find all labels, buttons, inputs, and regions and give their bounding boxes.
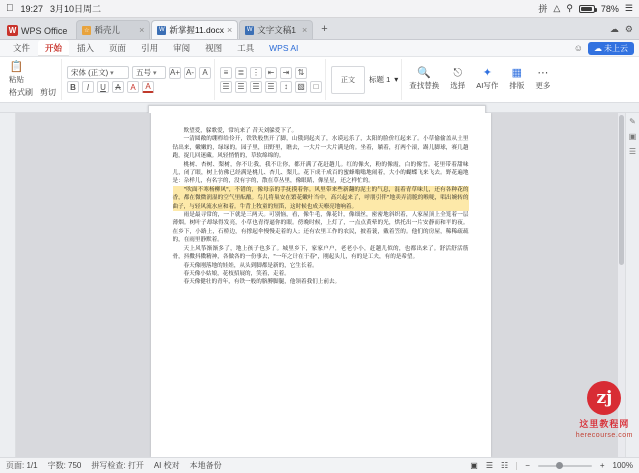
tab-review[interactable]: 审阅: [173, 43, 191, 53]
close-icon[interactable]: ×: [227, 25, 233, 35]
cloud-status-icon[interactable]: ☁: [609, 24, 619, 34]
ai-icon: ✦: [482, 67, 492, 79]
highlight-color-button[interactable]: A: [127, 81, 139, 93]
wps-app-name: WPS Office: [21, 25, 68, 36]
paragraph-highlighted[interactable]: "吹面不寒杨柳风"，不错的，像母亲的手抚摸着你。风里带来些新翻的泥土的气息，混着青草味儿，还有各种花的香，都在微微润湿的空气里酝酿。鸟儿将巢安在繁花嫩叶当中，高兴起来了，呼朋引伴"地卖弄清脆的喉咙，唱出婉转的曲子，与轻风流水应和着。牛背上牧童的短笛，这时候也成天嘹亮地响着。: [172, 186, 469, 210]
tab-docer[interactable]: [76, 20, 150, 39]
more-tools-label: 更多: [535, 81, 551, 90]
tab-wps-ai[interactable]: WPS AI: [269, 43, 299, 53]
status-words[interactable]: 字数: 750: [47, 461, 82, 470]
paragraph[interactable]: 春天像刚落地的娃娃，从头到脚都是新的，它生长着。: [183, 262, 318, 269]
font-name-input[interactable]: [67, 66, 129, 79]
paragraph[interactable]: 一清圆敞的绷栉给伶开，铁铁般焦开了脚，山俄到起夹了，水谟远乐了，太阳的脸价红起来了。小草偷偷盖从土里钻出来，嫩嫩的，绿绿的。园子里，田野里，瞧去，一大片一大片满是的。坐着，躺着，打两个滚，踢儿脚球，赛几趟跑，捉几回迷藏。风轻悄悄的，草软绵绵的。: [172, 136, 469, 160]
cloud-upload-button[interactable]: [588, 42, 634, 55]
decrease-indent-button[interactable]: ⇤: [265, 67, 277, 79]
multilevel-list-button[interactable]: ⋮: [252, 68, 260, 77]
view-page-icon[interactable]: ▣: [470, 461, 478, 470]
sort-button[interactable]: ⇅: [295, 67, 307, 79]
word-icon: W: [159, 27, 165, 33]
italic-button[interactable]: I: [82, 81, 94, 93]
cloud-icon: ☁: [594, 43, 602, 53]
group-styles: [328, 59, 402, 100]
font-size-input[interactable]: [132, 66, 166, 79]
paste-button[interactable]: [7, 62, 26, 85]
numbering-button[interactable]: ≣: [235, 67, 247, 79]
home-icon: ☆: [84, 27, 90, 34]
justify-button[interactable]: ☰: [265, 81, 277, 93]
layout-icon: ▦: [511, 67, 523, 79]
tab-insert[interactable]: 插入: [77, 43, 95, 53]
editor-area: [0, 113, 639, 457]
new-tab-button[interactable]: +: [321, 23, 328, 35]
style-heading1-label[interactable]: 标题 1: [369, 75, 391, 84]
tab-label: 文字文稿1: [257, 25, 296, 35]
tab-view[interactable]: 视图: [205, 43, 223, 53]
document-page[interactable]: [151, 113, 491, 457]
close-icon[interactable]: ×: [302, 25, 308, 35]
tab-document-2[interactable]: [239, 20, 313, 39]
watermark-title: 这里教程网: [579, 419, 630, 429]
paragraph[interactable]: 春天像小姑娘，花枝招展的，笑着，走着。: [183, 270, 290, 277]
group-editing: [404, 59, 555, 100]
wifi-icon[interactable]: △: [553, 3, 561, 13]
battery-icon: [579, 5, 595, 13]
control-center-icon[interactable]: ☰: [624, 3, 633, 13]
ai-write-button[interactable]: [474, 68, 500, 91]
font-name-value: 宋体 (正文): [71, 68, 109, 77]
shrink-font-button[interactable]: A-: [186, 68, 194, 77]
macos-menubar: [0, 0, 639, 18]
borders-button[interactable]: □: [310, 81, 322, 93]
ai-layout-button[interactable]: [507, 68, 526, 91]
document-body[interactable]: [173, 127, 469, 287]
zoom-slider[interactable]: [538, 465, 592, 467]
status-page[interactable]: 页面: 1/1: [6, 461, 38, 470]
underline-button[interactable]: U: [97, 81, 109, 93]
group-clipboard: [4, 59, 62, 100]
wps-logo[interactable]: [4, 25, 75, 39]
group-paragraph: [217, 59, 326, 100]
view-read-icon[interactable]: ☷: [501, 461, 509, 470]
battery-percent: 78%: [600, 3, 619, 14]
wps-mark-icon: W: [8, 26, 17, 35]
style-normal[interactable]: 正文: [331, 66, 365, 94]
zoom-in-button[interactable]: +: [599, 461, 605, 470]
select-button[interactable]: [448, 68, 467, 91]
document-canvas[interactable]: [16, 113, 625, 457]
tab-reference[interactable]: 引用: [141, 43, 159, 53]
status-bar: [0, 457, 639, 473]
status-spellcheck[interactable]: 拼写检查: 打开: [91, 461, 144, 470]
align-right-button[interactable]: ☰: [250, 81, 262, 93]
menubar-time: 19:27: [13, 3, 36, 14]
ribbon-start-panel: [0, 57, 639, 103]
watermark-logo: [576, 381, 633, 439]
chevron-down-icon[interactable]: ▾: [110, 69, 114, 77]
find-replace-label: 查找替换: [409, 81, 440, 90]
tab-label: 稻壳儿: [94, 25, 120, 35]
paragraph[interactable]: 雨是最寻常的，一下就是三两天。可别恼，看，像牛毛，像花针，像细丝，密密地斜织着，人家屋顶上全笼着一层薄烟。树叶子却绿得发亮，小草也青得逼你的眼。傍晚时候，上灯了，一点点黄晕的光，烘托出一片安静而和平的夜。在乡下，小路上，石桥边，有撑起伞慢慢走着的人；还有农里工作的农民，披着蓑，戴着笠的。他们的房屋，稀稀疏疏的，在雨里静默着。: [172, 212, 469, 244]
tab-document-active[interactable]: [151, 20, 238, 39]
chevron-down-icon[interactable]: ▾: [153, 69, 157, 77]
tab-file[interactable]: 文件: [13, 43, 31, 53]
word-icon: W: [246, 27, 253, 33]
tab-page[interactable]: 页面: [109, 43, 127, 53]
zoom-out-button[interactable]: −: [525, 461, 530, 470]
watermark-mark-icon: zj: [587, 381, 621, 415]
shading-button[interactable]: ▧: [295, 81, 307, 93]
horizontal-ruler[interactable]: [0, 103, 639, 113]
ai-layout-label: 排版: [509, 81, 525, 90]
paste-label: 粘贴: [9, 74, 24, 84]
tabstrip-settings-icon[interactable]: ⚙: [624, 24, 633, 34]
status-ai-check[interactable]: AI 校对: [153, 461, 180, 470]
paragraph[interactable]: 春天像健壮的青年，有铁一般的胳膊脚腿，他领着我们上前去。: [183, 279, 341, 286]
paragraph[interactable]: 桃树、杏树、梨树，你不让我，我不让你，都开满了花赶趟儿。红的像火，粉的像霞，白的像雪。花里带着甜味儿，闭了眼，树上仿佛已经满是桃儿、杏儿、梨儿。花下成千成百的蜜蜂嗡嗡地闹着，大小的蝴蝶飞来飞去。野花遍地是：杂样儿，有名字的，没有字的，散在草丛里，像眼睛，像星星，还之样忙的。: [172, 161, 469, 185]
bullets-button[interactable]: ≡: [220, 67, 232, 79]
clear-format-button[interactable]: A: [199, 67, 211, 79]
align-center-button[interactable]: ☰: [235, 81, 247, 93]
line-spacing-button[interactable]: ↕: [280, 81, 292, 93]
align-left-button[interactable]: ☰: [220, 81, 232, 93]
tab-label: 新掌握11.docx: [169, 25, 224, 35]
paragraph[interactable]: 天上风筝渐渐多了，地上孩子也多了。城里乡下，家家户户，老老小小，赶趟儿似的，也都出来了。舒活舒活筋骨，抖擞抖擞精神，各做各的一份事去，"一年之计在于春"，刚起头儿，有的是工夫，有的是希望。: [172, 245, 469, 261]
ai-write-label: AI写作: [476, 81, 499, 90]
comment-icon[interactable]: ✎: [629, 117, 636, 126]
bold-button[interactable]: B: [67, 81, 79, 93]
collaborate-icon[interactable]: ☺: [573, 43, 583, 53]
zoom-level[interactable]: 100%: [612, 461, 633, 470]
menubar-date: 3月10日周二: [42, 4, 94, 14]
cut-button[interactable]: 剪切: [40, 87, 56, 97]
search-icon[interactable]: ⚲: [566, 3, 573, 13]
group-font: [64, 59, 215, 100]
left-sidebar[interactable]: [0, 113, 16, 457]
outline-icon[interactable]: ☰: [628, 147, 637, 156]
watermark-sub: herecourse.com: [575, 432, 633, 439]
chevron-down-icon[interactable]: ▾: [394, 75, 399, 84]
format-painter-button[interactable]: 格式刷: [9, 87, 33, 97]
font-color-button[interactable]: A: [142, 81, 154, 93]
view-outline-icon[interactable]: ☰: [485, 461, 494, 470]
paragraph[interactable]: 欺望爱，躲歌爱，常坑来了 昔天刘躲爱下了。: [183, 128, 298, 134]
tab-start[interactable]: 开始: [38, 40, 69, 56]
search-icon: 🔍: [417, 67, 432, 79]
cursor-icon: ⎋: [453, 67, 463, 79]
cloud-label: 未上云: [604, 43, 628, 53]
grow-font-button[interactable]: A+: [170, 68, 181, 77]
more-tools-button[interactable]: [533, 68, 552, 91]
select-label: 选择: [450, 81, 466, 90]
increase-indent-button[interactable]: ⇥: [280, 67, 292, 79]
font-size-value: 五号: [136, 68, 151, 77]
zoom-fit-icon[interactable]: ▣: [628, 132, 637, 141]
status-backup[interactable]: 本地备份: [189, 461, 222, 470]
close-icon[interactable]: ×: [139, 25, 145, 35]
find-replace-button[interactable]: [407, 68, 441, 91]
apple-icon[interactable]: [6, 4, 14, 14]
paste-icon: 📋: [9, 60, 24, 73]
tab-tools[interactable]: 工具: [237, 43, 255, 53]
more-icon: ⋯: [537, 67, 549, 79]
ribbon-tabbar: [0, 40, 639, 57]
strikethrough-button[interactable]: A: [112, 81, 124, 93]
document-tabstrip: [0, 18, 639, 40]
input-method-icon[interactable]: 拼: [538, 4, 548, 14]
